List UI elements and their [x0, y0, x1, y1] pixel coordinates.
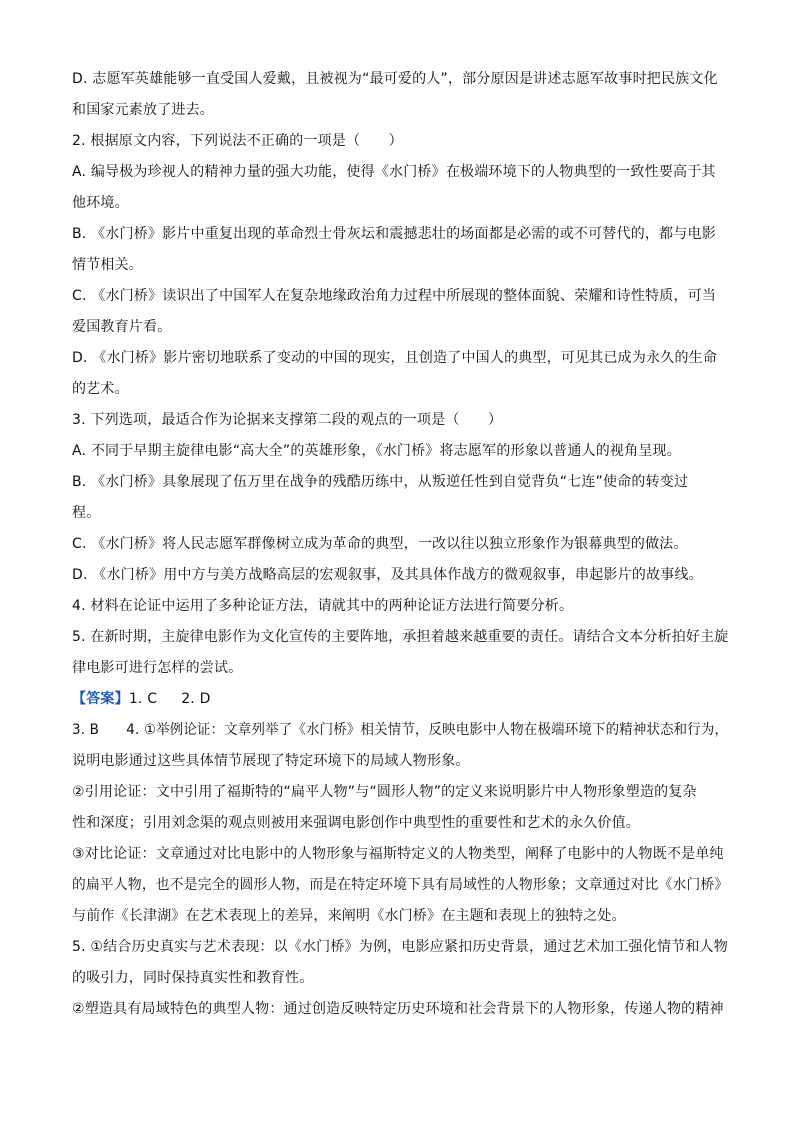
text-line: 的艺术。	[72, 381, 129, 397]
text-line: 爱国教育片看。	[72, 319, 172, 335]
question-4: 4. 材料在论证中运用了多种论证方法，请就其中的两种论证方法进行简要分析。	[72, 598, 574, 614]
question-5: 5. 在新时期，主旋律电影作为文化宣传的主要阵地，承担着越来越重要的责任。请结合文本分析拍好主旋	[72, 629, 729, 645]
q2-option-a: A. 编导极为珍视人的精神力量的强大功能，使得《水门桥》在极端环境下的人物典型的一致性要高于其	[72, 164, 716, 180]
answer-header-line	[72, 684, 728, 715]
q2-option-b: B. 《水门桥》影片中重复出现的革命烈士骨灰坛和震撼悲壮的场面都是必需的或不可替代的，都与电影	[72, 226, 716, 242]
text-line: D. 志愿军英雄能够一直受国人爱戴，且被视为“最可爱的人”，部分原因是讲述志愿军故事时把民族文化	[72, 71, 718, 87]
text-line: 他环境。	[72, 195, 129, 211]
answer-line: 的扁平人物，也不是完全的圆形人物，而是在特定环境下具有局域性的人物形象；文章通过对比《水门桥》	[72, 877, 729, 893]
text-line: 程。	[72, 505, 101, 521]
answer-line: 3. B 4. ①举例论证：文章列举了《水门桥》相关情节，反映电影中人物在极端环境下的精神状态和行为，	[72, 722, 729, 738]
text-line: 和国家元素放了进去。	[72, 102, 214, 118]
answer-line: 性和深度；引用刘念渠的观点则被用来强调电影创作中典型性的重要性和艺术的永久价值。	[72, 815, 640, 831]
text-line: 律电影可进行怎样的尝试。	[72, 660, 243, 676]
answer-tag: 【答案】	[72, 691, 129, 707]
answer-1: 1. C	[128, 691, 158, 707]
q2-option-d: D. 《水门桥》影片密切地联系了变动的中国的现实，且创造了中国人的典型，可见其已成为永久的生命	[72, 350, 718, 366]
answer-line: 5. ①结合历史真实与艺术表现：以《水门桥》为例，电影应紧扣历史背景，通过艺术加工强化情节和人物	[72, 939, 728, 955]
q3-option-a: A. 不同于早期主旋律电影“高大全”的英雄形象，《水门桥》将志愿军的形象以普通人的视角呈现。	[72, 443, 681, 459]
answer-line: ③对比论证：文章通过对比电影中的人物形象与福斯特定义的人物类型，阐释了电影中的人物既不是单纯	[72, 846, 724, 862]
answer-line: 与前作《长津湖》在艺术表现上的差异，来阐明《水门桥》在主题和表现上的独特之处。	[72, 908, 626, 924]
question-2-stem: 2. 根据原文内容，下列说法不正确的一项是（ ）	[72, 133, 403, 149]
answer-2: 2. D	[181, 691, 211, 707]
q3-option-b: B. 《水门桥》具象展现了伍万里在战争的残酷历练中，从叛逆任性到自觉背负“七连”使命的转变过	[72, 474, 689, 490]
answer-line: 说明电影通过这些具体情节展现了特定环境下的局域人物形象。	[72, 753, 470, 769]
question-3-stem: 3. 下列选项，最适合作为论据来支撑第二段的观点的一项是（ ）	[72, 412, 503, 428]
q3-option-c: C. 《水门桥》将人民志愿军群像树立成为革命的典型，一改以往以独立形象作为银幕典型的做法。	[72, 536, 688, 552]
text-line: 情节相关。	[72, 257, 143, 273]
answer-line: ②引用论证：文中引用了福斯特的“扁平人物”与“圆形人物”的定义来说明影片中人物形象塑造的复杂	[72, 784, 697, 800]
q3-option-d: D. 《水门桥》用中方与美方战略高层的宏观叙事，及其具体作战方的微观叙事，串起影片的故事线。	[72, 567, 703, 583]
q2-option-c: C. 《水门桥》读识出了中国军人在复杂地缘政治角力过程中所展现的整体面貌、荣耀和诗性特质，可当	[72, 288, 717, 304]
document-page	[72, 64, 728, 1025]
answer-line: ②塑造具有局域特色的典型人物：通过创造反映特定历史环境和社会背景下的人物形象，传递人物的精神	[72, 1001, 724, 1017]
answer-line: 的吸引力，同时保持真实性和教育性。	[72, 970, 314, 986]
